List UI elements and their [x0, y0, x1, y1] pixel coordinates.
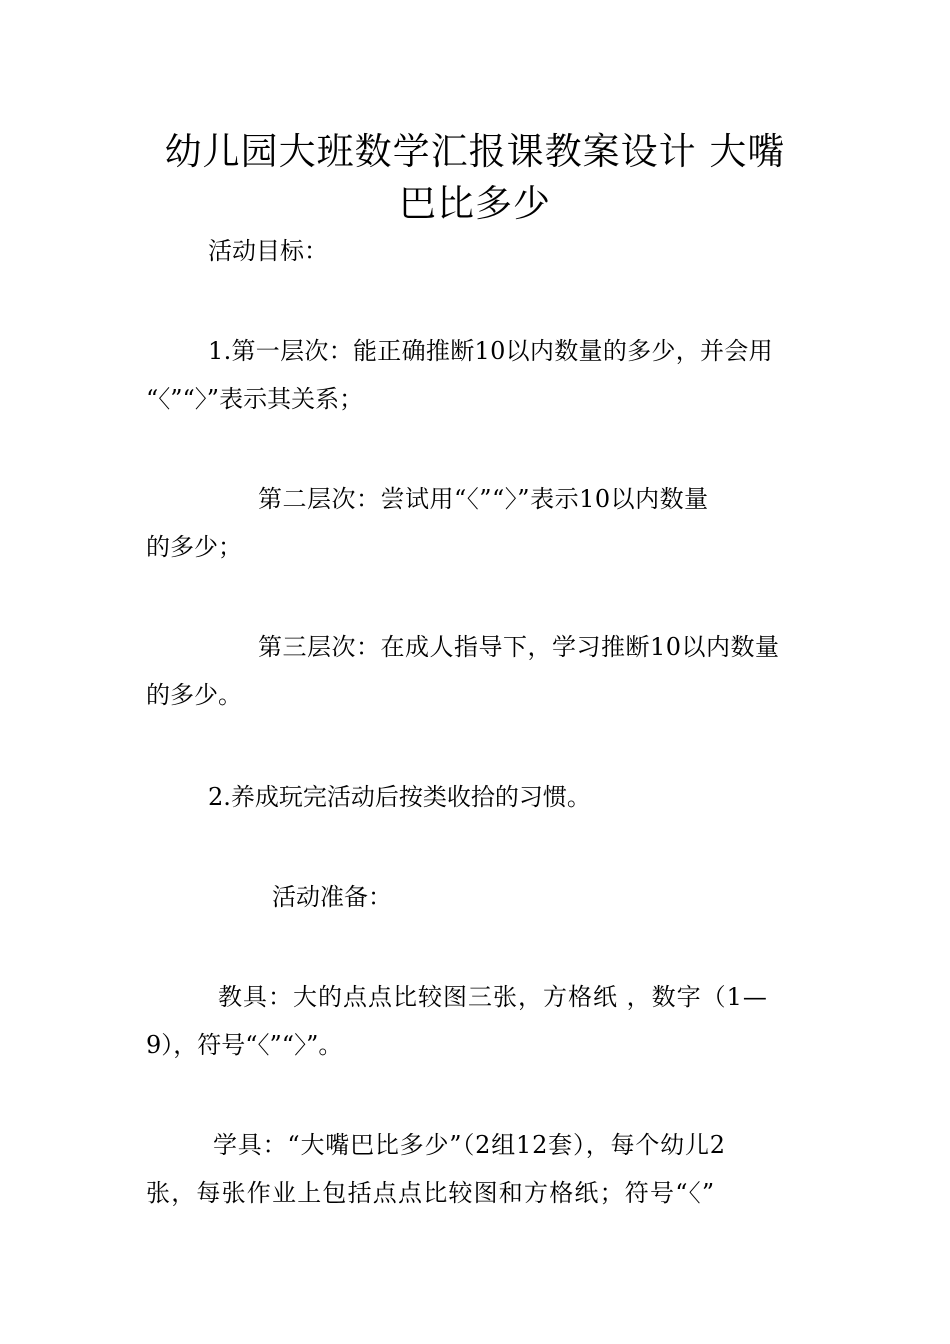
- goal-1-line-2: “〈”“〉”表示其关系；: [146, 385, 364, 413]
- title-line-2: 巴比多少: [399, 182, 551, 225]
- student-tools-line-1: 学具：“大嘴巴比多少”（2组12套），每个幼儿2: [213, 1131, 726, 1159]
- goal-2: 2.养成玩完活动后按类收拾的习惯。: [208, 783, 591, 811]
- student-tools-line-2: 张，每张作业上包括点点比较图和方格纸；符号“〈”: [146, 1179, 716, 1207]
- title-line-1: 幼儿园大班数学汇报课教案设计 大嘴: [164, 130, 786, 173]
- teacher-tools-line-2: 9），符号“〈”“〉”。: [146, 1031, 343, 1059]
- goal-1-line-1: 1.第一层次：能正确推断10以内数量的多少，并会用: [208, 337, 773, 365]
- goal-1c-line-1: 第三层次：在成人指导下，学习推断10以内数量: [258, 633, 780, 661]
- goal-1b-line-1: 第二层次：尝试用“〈”“〉”表示10以内数量: [258, 485, 709, 513]
- goals-heading: 活动目标：: [208, 237, 328, 265]
- prep-heading: 活动准备：: [272, 883, 392, 911]
- goal-1b-line-2: 的多少；: [146, 533, 242, 561]
- goal-1c-line-2: 的多少。: [146, 681, 242, 709]
- teacher-tools-line-1: 教具：大的点点比较图三张，方格纸 ，数字（1—: [218, 983, 768, 1011]
